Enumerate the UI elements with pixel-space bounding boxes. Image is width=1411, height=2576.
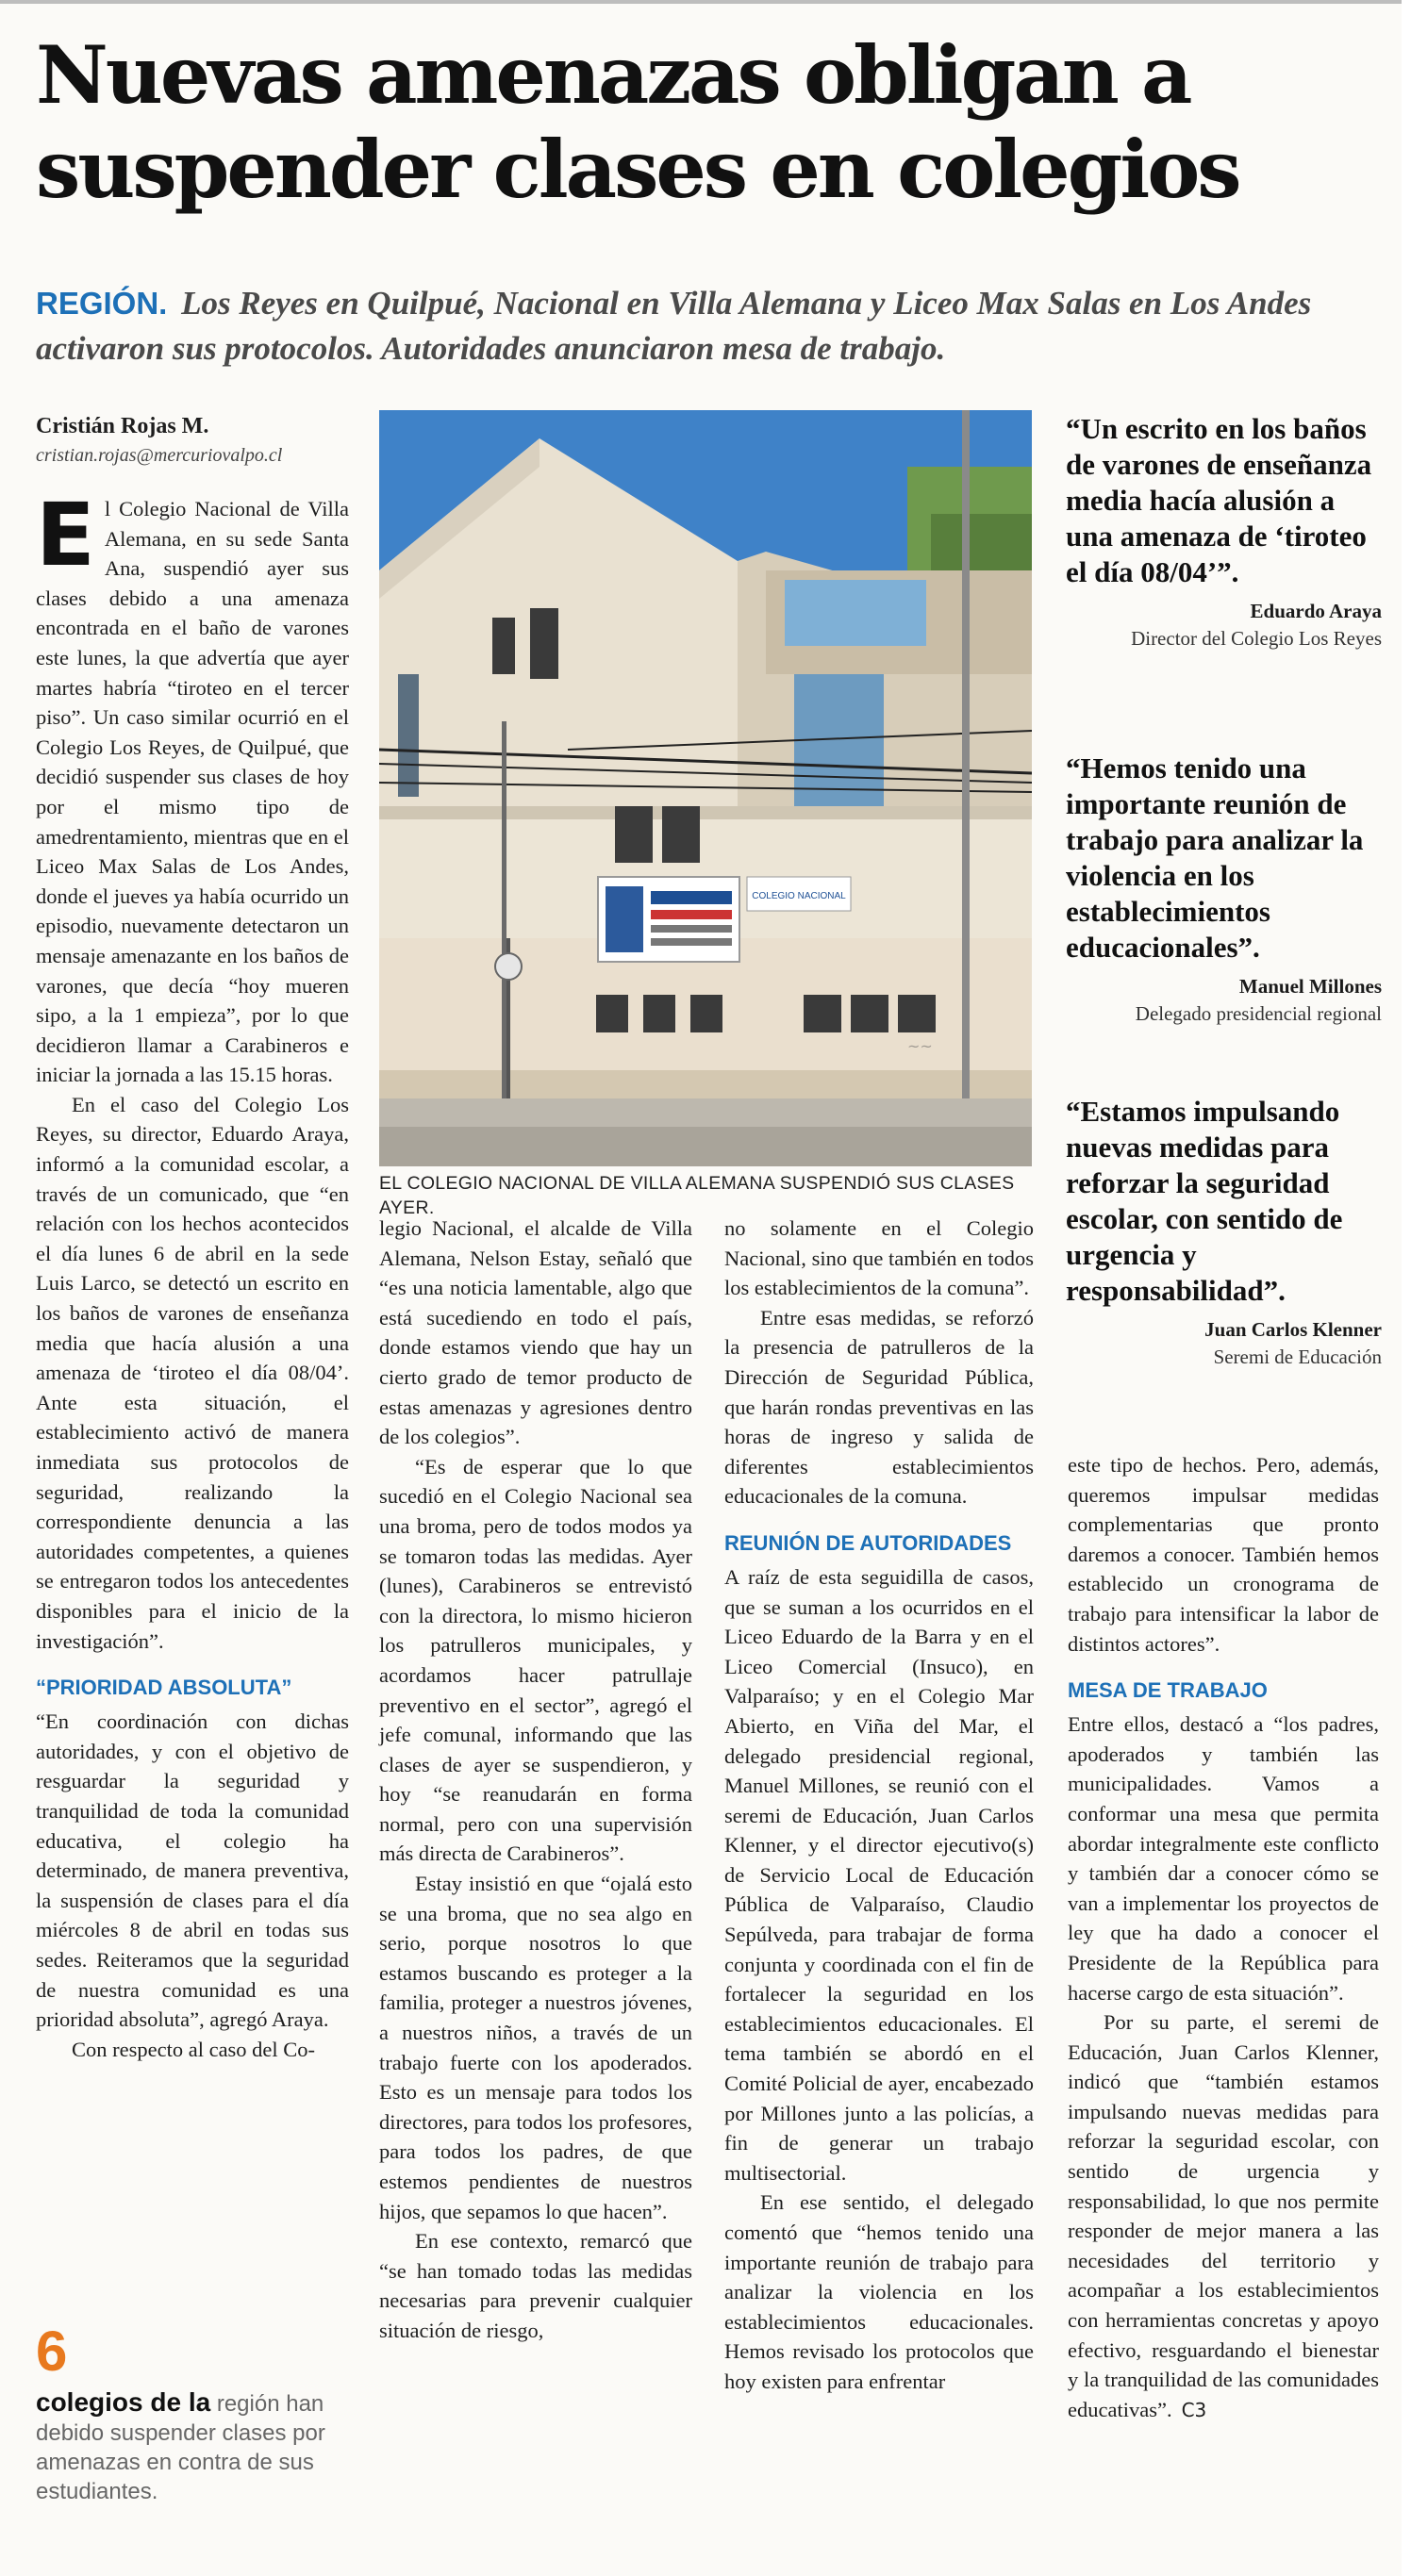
pull-quote-millones bbox=[1066, 751, 1382, 1028]
paragraph: no solamente en el Colegio Nacional, sino que también en todos los establecimientos de la comuna”. bbox=[724, 1216, 1034, 1300]
closing-text: Por su parte, el seremi de Educación, Juan Carlos Klenner, indicó que “también estamos impulsando nuevas medidas para reforzar la seguridad escolar, con sentido de urgencia y responsabilidad, lo que nos permite responder de mejor manera a las necesidades del territorio y acompañar a los establecimientos con herramientas concretas y apoyo efectivo, resguardando el bienestar y la tranquilidad de las comunidades educativas”. bbox=[1068, 2010, 1379, 2421]
subhead-mesa: MESA DE TRABAJO bbox=[1068, 1678, 1268, 1703]
paragraph: En ese contexto, remarcó que “se han tomado todas las medidas necesarias para prevenir cualquier situación de riesgo, bbox=[379, 2229, 692, 2342]
paragraph: En el caso del Colegio Los Reyes, su director, Eduardo Araya, informó a la comunidad escolar, a través de un comunicado, que “en relación con los hechos acontecidos el día lunes 6 de abril en la sede Luis Larco, se detectó un escrito en los baños de varones de enseñanza media que hacía alusión a una amenaza de ‘tiroteo el día 08/04’. Ante esta situación, el establecimiento activó de manera inmediata sus protocolos de seguridad, realizando la correspondiente denuncia a las autoridades competentes, a quienes se entregaron todos los antecedentes disponibles para el inicio de la investigación”. bbox=[36, 1092, 349, 1653]
article-column-2 bbox=[379, 1214, 692, 2346]
subhead-prioridad: “PRIORIDAD ABSOLUTA” bbox=[36, 1676, 292, 1700]
drop-cap: E bbox=[36, 485, 95, 586]
top-rule bbox=[0, 0, 1411, 4]
quote-role: Director del Colegio Los Reyes bbox=[1131, 627, 1382, 650]
lead-text: l Colegio Nacional de Villa Alemana, en su sede Santa Ana, suspendió ayer sus clases debido a una amenaza encontrada en el baño de varones este lunes, la que advertía que ayer martes habría “tiroteo en el tercer piso”. Un caso similar ocurrió en el Colegio Los Reyes, de Quilpué, que decidió suspender sus clases de hoy por el mismo tipo de amedrentamiento, mientras que en el Liceo Max Salas de Los Andes, donde el jueves ya había ocurrido un episodio, nuevamente detectaron un mensaje amenazante en los baños de varones, que decía “hoy mueren sipo, a la 1 empieza”, por lo que decidieron llamar a Carabineros e iniciar la jornada a las 15.15 horas. bbox=[36, 497, 349, 1087]
page-edge bbox=[1402, 0, 1411, 2576]
paragraph: Entre esas medidas, se reforzó la presencia de patrulleros de la Dirección de Seguridad Pública, que harán rondas preventivas en las horas de ingreso y salida de diferentes establecimientos educacionales de la comuna. bbox=[724, 1305, 1034, 1509]
school-photo bbox=[379, 410, 1032, 1166]
stat-strong: colegios de la bbox=[36, 2387, 211, 2417]
article-column-4 bbox=[1068, 1450, 1379, 2425]
stat-text bbox=[36, 2387, 366, 2506]
byline-name: Cristián Rojas M. bbox=[36, 414, 209, 438]
dek-text: Los Reyes en Quilpué, Nacional en Villa Alemana y Liceo Max Salas en Los Andes activaron sus protocolos. Autoridades anunciaron mesa de trabajo. bbox=[36, 285, 1312, 367]
quote-text: “Estamos impulsando nuevas medidas para reforzar la seguridad escolar, con sentido de urgencia y responsabilidad”. bbox=[1066, 1095, 1343, 1307]
svg-text:~~: ~~ bbox=[907, 1037, 933, 1055]
paragraph: Con respecto al caso del Co- bbox=[72, 2037, 316, 2061]
quote-text: “Hemos tenido una importante reunión de trabajo para analizar la violencia en los establecimientos educacionales”. bbox=[1066, 751, 1364, 964]
headline: Nuevas amenazas obligan a suspender clases en colegios bbox=[36, 28, 1239, 216]
quote-name: Juan Carlos Klenner bbox=[1204, 1318, 1382, 1341]
quote-text: “Un escrito en los baños de varones de enseñanza media hacía alusión a una amenaza de ‘tiroteo el día 08/04’”. bbox=[1066, 412, 1372, 588]
paragraph: En ese sentido, el delegado comentó que “hemos tenido una importante reunión de trabajo para analizar la violencia en los establecimientos educacionales. Hemos revisado los protocolos que hoy existen para enfrentar bbox=[724, 2190, 1034, 2393]
paragraph: Entre ellos, destacó a “los padres, apoderados y también las municipalidades. Vamos a conformar una mesa que permita abordar integralmente este conflicto y también dar a conocer cómo se van a implementar los proyectos de ley que ha dado a conocer el Presidente de la República para hacerse cargo de esta situación”. bbox=[1068, 1712, 1379, 2005]
dek-label: REGIÓN. bbox=[36, 286, 168, 321]
pull-quote-araya bbox=[1066, 411, 1382, 652]
paragraph: Estay insistió en que “ojalá esto se una broma, que no sea algo en serio, porque nosotros lo que estamos buscando es proteger a la familia, proteger a nuestros jóvenes, a nuestros niños, a través de un trabajo fuerte con los apoderados. Esto es un mensaje para todos los directores, para todos los profesores, para todos los padres, de que estemos pendientes de nuestros hijos, que sepamos lo que hacen”. bbox=[379, 1872, 692, 2223]
article-column-1 bbox=[36, 411, 349, 2064]
dek bbox=[36, 281, 1375, 372]
stat-body: región han debido suspender clases por amenazas en contra de sus estudiantes. bbox=[36, 2391, 325, 2504]
paragraph: “Es de esperar que lo que sucedió en el Colegio Nacional sea una broma, pero de todos modos ya se tomaron todas las medidas. Ayer (lunes), Carabineros se entrevistó con la directora, lo mismo hicieron los patrulleros municipales, y acordamos hacer patrullaje preventivo en el sector”, agregó el jefe comunal, informando que las clases de ayer se suspendieron, y hoy “se reanudarán en forma normal, pero con una supervisión más directa de Carabineros”. bbox=[379, 1454, 692, 1866]
end-mark: C3 bbox=[1181, 2398, 1207, 2421]
lead-paragraph bbox=[36, 485, 349, 1090]
quote-name: Manuel Millones bbox=[1238, 975, 1382, 998]
paragraph: este tipo de hechos. Pero, además, queremos impulsar medidas complementarias que pronto daremos a conocer. También hemos establecido un cronograma de trabajo para intensificar la labor de distintos actores”. bbox=[1068, 1453, 1379, 1656]
paragraph bbox=[1068, 2007, 1379, 2425]
quote-role: Seremi de Educación bbox=[1213, 1346, 1382, 1368]
photo-caption: EL COLEGIO NACIONAL DE VILLA ALEMANA SUSPENDIÓ SUS CLASES AYER. bbox=[379, 1173, 1015, 1218]
quote-role: Delegado presidencial regional bbox=[1135, 1002, 1382, 1025]
article-column-3 bbox=[724, 1214, 1034, 2397]
paragraph: “En coordinación con dichas autoridades, y con el objetivo de resguardar la seguridad y tranquilidad de toda la comunidad educativa, el colegio ha determinado, de manera preventiva, la suspensión de clases para el día miércoles 8 de abril en todas sus sedes. Reiteramos que la seguridad de nuestra comunidad es una prioridad absoluta”, agregó Araya. bbox=[36, 1709, 349, 2032]
paragraph: legio Nacional, el alcalde de Villa Alemana, Nelson Estay, señaló que “es una noticia lamentable, algo que está sucediendo en todo el país, donde estamos viendo que hay un cierto grado de temor producto de estas amenazas y agresiones dentro de los colegios”. bbox=[379, 1216, 692, 1449]
building-illustration bbox=[379, 410, 1032, 1166]
quote-name: Eduardo Araya bbox=[1250, 600, 1382, 622]
byline-email: cristian.rojas@mercuriovalpo.cl bbox=[36, 445, 283, 466]
building-sign: COLEGIO NACIONAL bbox=[752, 891, 846, 901]
subhead-reunion: REUNIÓN DE AUTORIDADES bbox=[724, 1530, 1012, 1555]
pull-quote-klenner bbox=[1066, 1094, 1382, 1371]
stat-number: 6 bbox=[36, 2320, 68, 2383]
paragraph: A raíz de esta seguidilla de casos, que se suman a los ocurridos en el Liceo Eduardo de la Barra y en el Liceo Comercial (Insuco), en Valparaíso; y en el Colegio Mar Abierto, en Viña del Mar, el delegado presidencial regional, Manuel Millones, se reunió con el seremi de Educación, Juan Carlos Klenner, y el director ejecutivo(s) de Servicio Local de Educación Pública de Valparaíso, Claudio Sepúlveda, para trabajar de forma conjunta y coordinada con el fin de fortalecer la seguridad en los establecimientos educacionales. El tema también se abordó en el Comité Policial de ayer, encabezado por Millones junto a las policías, a fin de generar un trabajo multisectorial. bbox=[724, 1564, 1034, 2185]
